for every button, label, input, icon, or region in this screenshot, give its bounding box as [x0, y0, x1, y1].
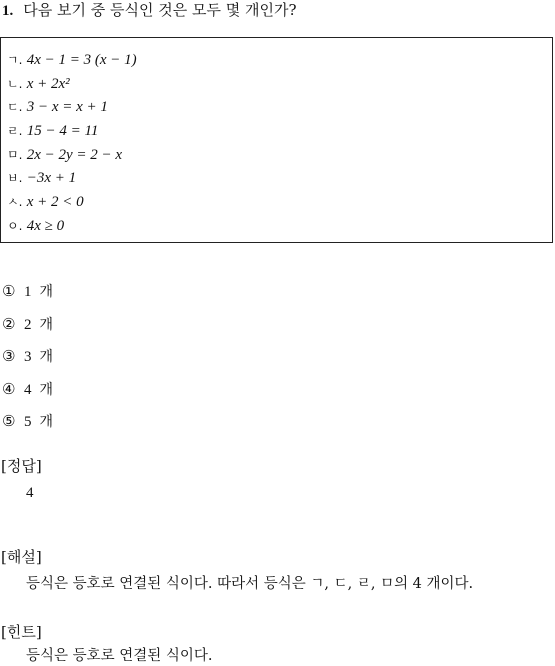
option-item [7, 75, 70, 93]
choice-symbol: ② [2, 315, 16, 333]
option-expression: 4x ≥ 0 [26, 218, 65, 234]
choice-3[interactable] [2, 346, 53, 367]
choice-unit: 개 [39, 284, 54, 300]
choice-1[interactable] [2, 281, 53, 302]
choice-symbol: ③ [2, 347, 16, 365]
answer-value: 4 [26, 485, 34, 501]
choice-unit: 개 [39, 382, 54, 398]
option-expression: x + 2 < 0 [26, 194, 84, 210]
option-item [7, 51, 137, 69]
option-expression: 15 − 4 = 11 [26, 123, 99, 139]
question-header [2, 0, 297, 21]
choice-2[interactable] [2, 314, 53, 335]
explanation-text: 등식은 등호로 연결된 식이다. 따라서 등식은 ㄱ, ㄷ, ㄹ, ㅁ의 4 개이다. [26, 576, 474, 592]
option-expression: x + 2x² [26, 76, 70, 92]
choice-symbol: ⑤ [2, 412, 16, 430]
choice-unit: 개 [39, 414, 54, 430]
option-mark: ㄱ. [7, 53, 23, 67]
explanation-label: [해설] [1, 548, 42, 566]
choice-unit: 개 [39, 349, 54, 365]
option-mark: ㄷ. [7, 100, 23, 114]
hint-label: [힌트] [1, 623, 42, 641]
choice-symbol: ④ [2, 380, 16, 398]
choice-value: 5 [24, 414, 32, 430]
option-expression: −3x + 1 [26, 170, 77, 186]
option-item [7, 122, 98, 140]
choice-4[interactable] [2, 379, 53, 400]
option-expression: 4x − 1 = 3 (x − 1) [26, 52, 137, 68]
choice-5[interactable] [2, 411, 53, 432]
option-item [7, 193, 84, 211]
option-expression: 2x − 2y = 2 − x [26, 147, 123, 163]
choice-symbol: ① [2, 282, 16, 300]
question-text: 다음 보기 중 등식인 것은 모두 몇 개인가? [23, 1, 297, 19]
choice-value: 1 [24, 284, 32, 300]
option-mark: ㄹ. [7, 124, 23, 138]
option-expression: 3 − x = x + 1 [26, 99, 108, 115]
option-item [7, 169, 76, 187]
choice-unit: 개 [39, 317, 54, 333]
choice-value: 2 [24, 317, 32, 333]
option-item [7, 217, 64, 235]
answer-label: [정답] [1, 457, 42, 475]
option-item [7, 146, 122, 164]
option-mark: ㄴ. [7, 77, 23, 91]
option-mark: ㅇ. [7, 219, 23, 233]
option-mark: ㅁ. [7, 148, 23, 162]
option-mark: ㅅ. [7, 195, 23, 209]
hint-text: 등식은 등호로 연결된 식이다. [26, 648, 213, 664]
choice-value: 3 [24, 349, 32, 365]
option-mark: ㅂ. [7, 171, 23, 185]
option-item [7, 98, 108, 116]
options-box [0, 37, 553, 243]
choice-value: 4 [24, 382, 32, 398]
question-number: 1. [2, 3, 14, 19]
